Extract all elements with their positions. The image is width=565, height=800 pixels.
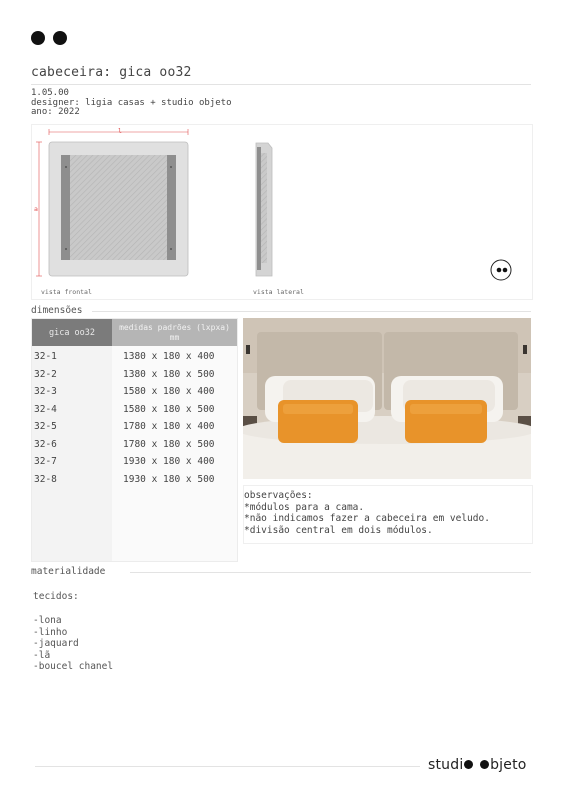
observation-line-3: *divisão central em dois módulos.: [244, 524, 433, 536]
fabric-item: -boucel chanel: [33, 661, 114, 672]
brand-text-1: studi: [428, 757, 464, 773]
dimensions-table: [31, 318, 238, 562]
brand-text-2: bjeto: [490, 757, 527, 773]
footer-divider: [35, 766, 420, 767]
product-code: 1.05.00: [31, 88, 69, 98]
row-measures: 1780 x 180 x 400: [123, 421, 215, 432]
product-year: ano: 2022: [31, 107, 80, 117]
dimensions-label: dimensões: [31, 305, 83, 316]
observations-title: observações:: [244, 490, 313, 501]
dimensions-divider: [92, 311, 531, 312]
fabrics-list: [33, 615, 113, 673]
table-header-measures: medidas padrões (lxpxa) mm: [112, 319, 237, 346]
table-row: [32, 383, 237, 399]
row-code: 32-3: [34, 386, 57, 397]
front-view-label: vista frontal: [41, 288, 92, 296]
fabrics-title: tecidos:: [33, 591, 79, 602]
row-measures: 1780 x 180 x 500: [123, 438, 215, 450]
row-measures: 1580 x 180 x 500: [123, 403, 215, 415]
title-divider: [31, 84, 531, 85]
observation-line-2: *não indicamos fazer a cabeceira em veludo.: [244, 513, 490, 524]
bedroom-photo-svg: [243, 318, 531, 479]
table-header-model: gica oo32: [32, 319, 112, 346]
materiality-label: materialidade: [31, 566, 106, 577]
table-row: [32, 453, 237, 469]
row-measures: 1930 x 180 x 400: [123, 456, 215, 467]
fabric-item: -lã: [33, 649, 51, 661]
product-designer: designer: ligia casas + studio objeto: [31, 97, 232, 108]
row-code: 32-6: [34, 438, 57, 450]
product-photo: [243, 318, 531, 479]
row-code: 32-1: [34, 351, 57, 362]
row-measures: 1380 x 180 x 500: [123, 368, 215, 380]
brand-dot-1: [464, 760, 473, 769]
table-row: [32, 471, 237, 487]
row-code: 32-2: [34, 368, 57, 380]
table-row: [32, 418, 237, 434]
row-code: 32-4: [34, 403, 57, 415]
drawings-svg: [32, 125, 532, 299]
row-measures: 1380 x 180 x 400: [123, 351, 215, 362]
logo-dot-right: [53, 31, 67, 45]
row-code: 32-8: [34, 473, 57, 485]
materiality-divider: [130, 572, 531, 573]
brand-logo: [428, 757, 527, 773]
logo-dots: [31, 31, 71, 47]
side-view-panel: [257, 147, 261, 270]
row-code: 32-7: [34, 456, 57, 467]
table-row: [32, 436, 237, 452]
row-measures: 1580 x 180 x 400: [123, 386, 215, 397]
technical-drawings: [31, 124, 533, 300]
height-label: a: [34, 205, 38, 213]
fabric-item: -lona: [33, 615, 62, 626]
brand-dot-2: [480, 760, 489, 769]
width-label: l: [118, 127, 122, 135]
table-row: [32, 366, 237, 382]
fabric-item: -jaquard: [33, 638, 79, 649]
row-measures: 1930 x 180 x 500: [123, 473, 215, 485]
page-title: cabeceira: gica oo32: [31, 65, 192, 80]
fabric-item: -linho: [33, 626, 68, 638]
table-row: [32, 348, 237, 364]
observations-box: [243, 485, 533, 544]
product-meta: [31, 89, 231, 118]
observation-line-1: *módulos para a cama.: [244, 501, 365, 513]
table-row: [32, 401, 237, 417]
logo-dot-left: [31, 31, 45, 45]
side-view-label: vista lateral: [253, 288, 304, 296]
front-view-fabric: [70, 155, 167, 260]
row-code: 32-5: [34, 421, 57, 432]
